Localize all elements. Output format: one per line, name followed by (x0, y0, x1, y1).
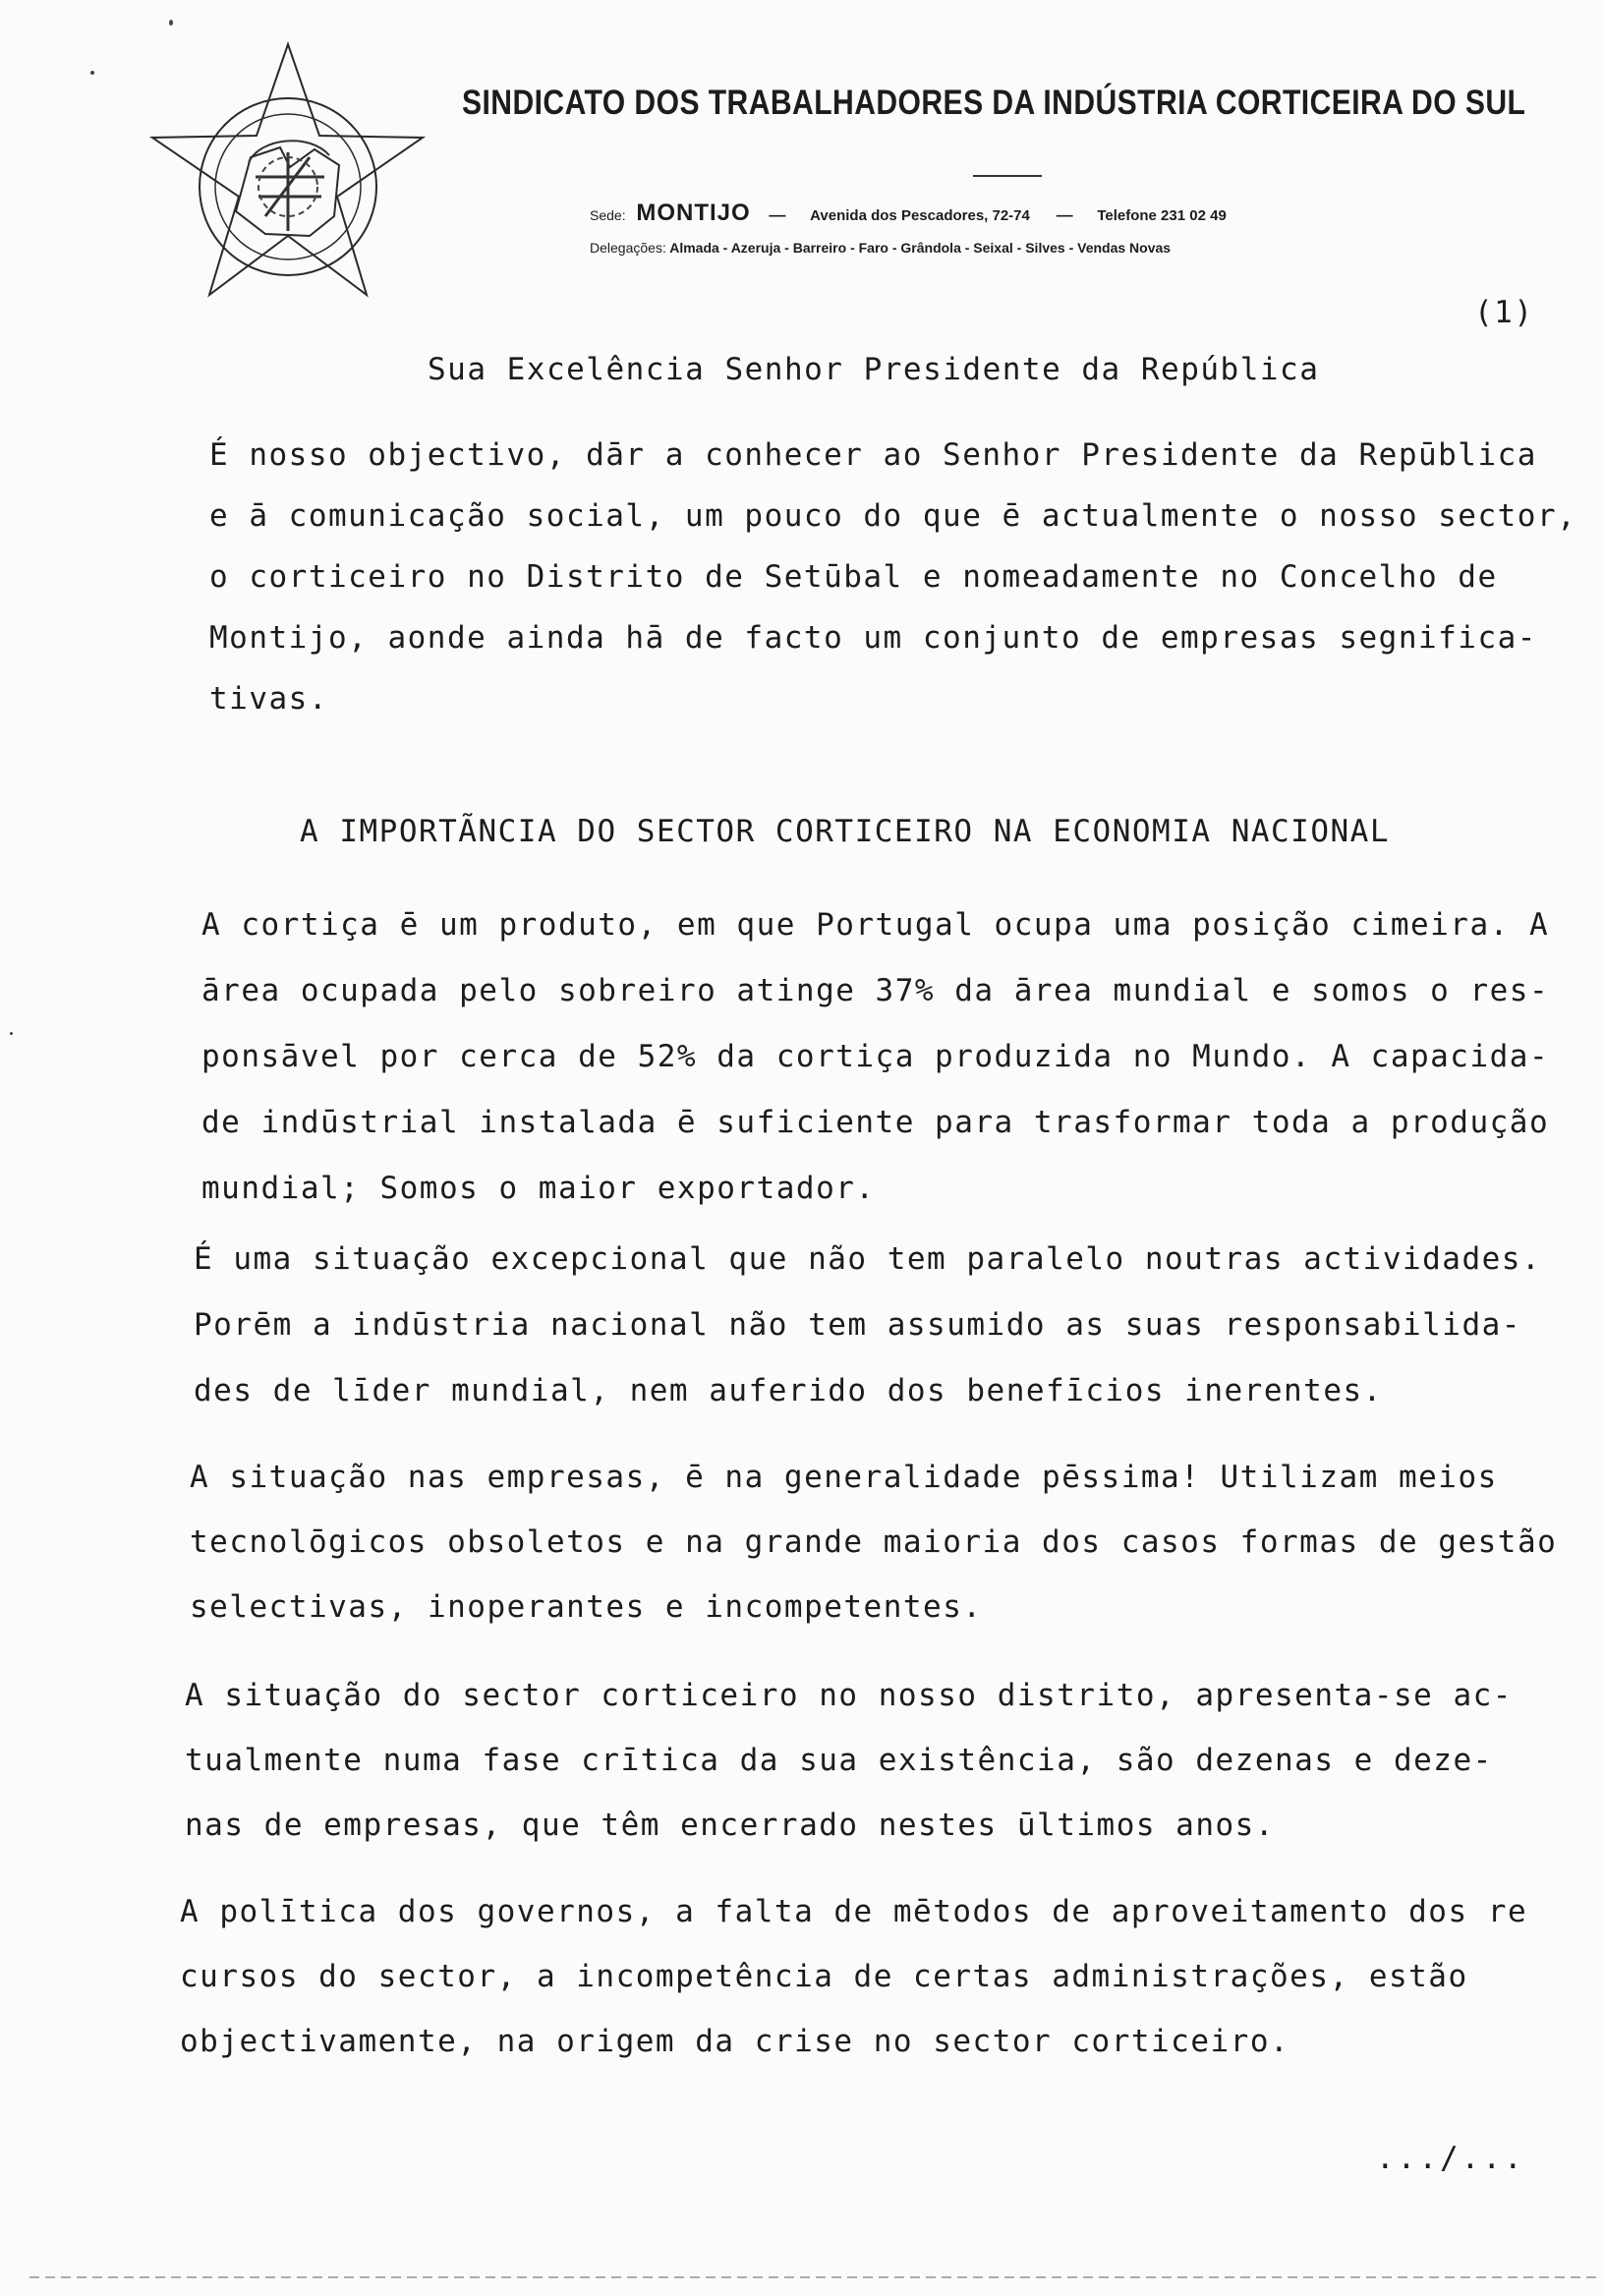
text-line: tivas. (209, 681, 328, 717)
sede-address: Avenida dos Pescadores, 72-74 (810, 207, 1030, 224)
text-line: objectivamente, na origem da crise no sector corticeiro. (180, 2024, 1290, 2059)
scan-speck (10, 1032, 13, 1035)
scan-speck (169, 20, 173, 26)
body-paragraph (190, 1445, 1557, 1639)
text-line: nas de empresas, que têm encerrado nestes ūltimos anos. (185, 1808, 1275, 1843)
scan-speck (90, 71, 94, 75)
text-line: ponsāvel por cerca de 52% da cortiça produzida no Mundo. A capacida- (201, 1039, 1550, 1074)
text-line: Montijo, aonde ainda hā de facto um conjunto de empresas segnifica- (209, 620, 1537, 656)
text-line: selectivas, inoperantes e incompetentes. (190, 1589, 983, 1625)
text-line: A cortiça ē um produto, em que Portugal ocupa uma posição cimeira. A (201, 907, 1550, 943)
text-line: A polītica dos governos, a falta de mētodos de aproveitamento dos re (180, 1894, 1528, 1929)
intro-paragraph (209, 425, 1576, 729)
text-line: o corticeiro no Distrito de Setūbal e nomeadamente no Concelho de (209, 559, 1498, 595)
section-heading: A IMPORTÃNCIA DO SECTOR CORTICEIRO NA ECONOMIA NACIONAL (300, 814, 1390, 849)
text-line: e ā comunicação social, um pouco do que ē actualmente o nosso sector, (209, 498, 1577, 534)
scan-edge (29, 2276, 1602, 2278)
salutation: Sua Excelência Senhor Presidente da República (428, 352, 1320, 387)
text-line: ārea ocupada pelo sobreiro atinge 37% da ārea mundial e somos o res- (201, 973, 1550, 1008)
text-line: des de līder mundial, nem auferido dos benefīcios inerentes. (194, 1373, 1383, 1408)
body-paragraph (194, 1227, 1541, 1424)
text-line: tecnolōgicos obsoletos e na grande maioria dos casos formas de gestão (190, 1524, 1558, 1560)
sede-dash: — (769, 205, 786, 224)
title-divider (973, 175, 1042, 177)
headquarters-line (590, 200, 1227, 227)
body-paragraph (185, 1663, 1513, 1858)
text-line: A situação nas empresas, ē na generalidade pēssima! Utilizam meios (190, 1460, 1498, 1495)
delegations-label: Delegações: (590, 240, 666, 256)
sede-label: Sede: (590, 207, 626, 223)
sede-city: MONTIJO (636, 200, 751, 226)
body-paragraph (180, 1879, 1527, 2074)
text-line: Porēm a indūstria nacional não tem assumido as suas responsabilida- (194, 1307, 1521, 1343)
delegations-list: Almada - Azeruja - Barreiro - Faro - Grândola - Seixal - Silves - Vendas Novas (669, 240, 1172, 256)
delegations-line (590, 240, 1171, 256)
continuation-marker: .../... (1376, 2141, 1525, 2176)
union-name: SINDICATO DOS TRABALHADORES DA INDÚSTRIA CORTICEIRA DO SUL (462, 84, 1526, 122)
text-line: mundial; Somos o maior exportador. (201, 1171, 876, 1206)
text-line: É uma situação excepcional que não tem paralelo noutras actividades. (194, 1241, 1542, 1277)
text-line: cursos do sector, a incompetência de certas administrações, estão (180, 1959, 1468, 1994)
union-star-emblem-icon (143, 39, 432, 310)
address-dash: — (1056, 205, 1073, 224)
text-line: de indūstrial instalada ē suficiente para trasformar toda a produção (201, 1105, 1550, 1140)
text-line: tualmente numa fase crītica da sua existência, são dezenas e deze- (185, 1743, 1493, 1778)
text-line: É nosso objectivo, dār a conhecer ao Senhor Presidente da Repūblica (209, 437, 1537, 473)
text-line: A situação do sector corticeiro no nosso distrito, apresenta-se ac- (185, 1678, 1513, 1713)
page-number: (1) (1474, 295, 1534, 330)
telephone: Telefone 231 02 49 (1097, 207, 1227, 224)
body-paragraph (201, 892, 1549, 1222)
